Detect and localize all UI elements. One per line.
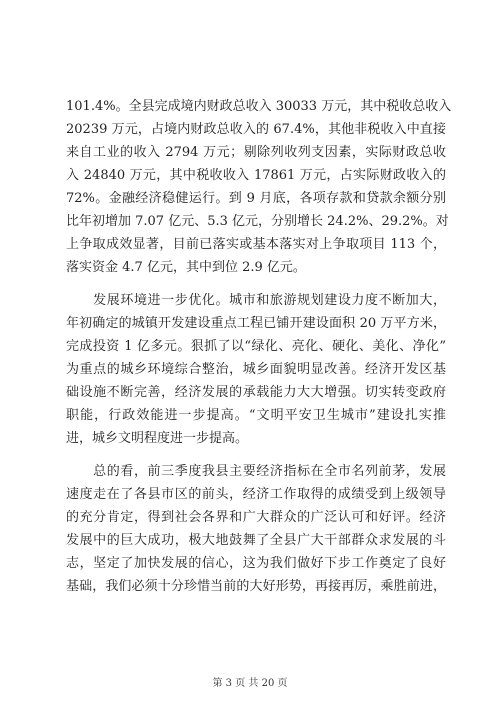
- text-line: 101.4%。全县完成境内财政总收入 30033 万元，其中税收总收入: [66, 99, 452, 114]
- text-line: 20239 万元，占境内财政总收入的 67.4%，其他非税收入中直接: [66, 122, 446, 137]
- text-line: 的充分肯定，得到社会各界和广大群众的广泛认可和好评。经济: [66, 510, 446, 525]
- text-line: 志，坚定了加快发展的信心，这为我们做好下步工作奠定了良好: [66, 556, 446, 571]
- paragraph-summary: [66, 460, 446, 598]
- paragraph-spacer: [66, 279, 446, 289]
- text-line: 发展中的巨大成功，极大地鼓舞了全县广大干部群众求发展的斗: [66, 533, 446, 548]
- paragraph-environment: [66, 289, 446, 450]
- text-line: 发展环境进一步优化。城市和旅游规划建设力度不断加大，: [66, 293, 446, 308]
- paragraph-spacer: [66, 450, 446, 460]
- text-line: 落实资金 4.7 亿元，其中到位 2.9 亿元。: [66, 260, 306, 275]
- text-line: 总的看，前三季度我县主要经济指标在全市名列前茅，发展: [66, 464, 446, 479]
- text-line: 进，城乡文明程度进一步提高。: [66, 431, 249, 446]
- paragraph-fiscal: [66, 95, 452, 279]
- page-number-footer: 第 3 页 共 20 页: [212, 678, 288, 689]
- text-line: 72%。金融经济稳健运行。到 9 月底，各项存款和贷款余额分别: [66, 191, 446, 206]
- text-line: 上争取成效显著，目前已落实或基本落实对上争取项目 113 个，: [66, 237, 446, 252]
- text-line: 速度走在了各县市区的前头，经济工作取得的成绩受到上级领导: [66, 487, 446, 502]
- text-line: 为重点的城乡环境综合整治，城乡面貌明显改善。经济开发区基: [66, 362, 446, 377]
- text-line: 入 24840 万元，其中税收收入 17861 万元，占实际财政收入的: [66, 168, 446, 183]
- text-line: 础设施不断完善，经济发展的承载能力大大增强。切实转变政府: [66, 385, 446, 400]
- text-line: 比年初增加 7.07 亿元、5.3 亿元，分别增长 24.2%、29.2%。对: [66, 214, 449, 229]
- text-line: 职能，行政效能进一步提高。“文明平安卫生城市”建设扎实推: [66, 408, 446, 423]
- text-line: 完成投资 1 亿多元。狠抓了以“绿化、亮化、硬化、美化、净化”: [66, 339, 446, 354]
- text-line: 年初确定的城镇开发建设重点工程已铺开建设面积 20 万平方米，: [66, 316, 446, 331]
- text-line: 基础，我们必须十分珍惜当前的大好形势，再接再厉，乘胜前进，: [66, 579, 446, 594]
- body-text: [66, 95, 452, 598]
- text-line: 来自工业的收入 2794 万元；剔除列收列支因素，实际财政总收: [66, 145, 446, 160]
